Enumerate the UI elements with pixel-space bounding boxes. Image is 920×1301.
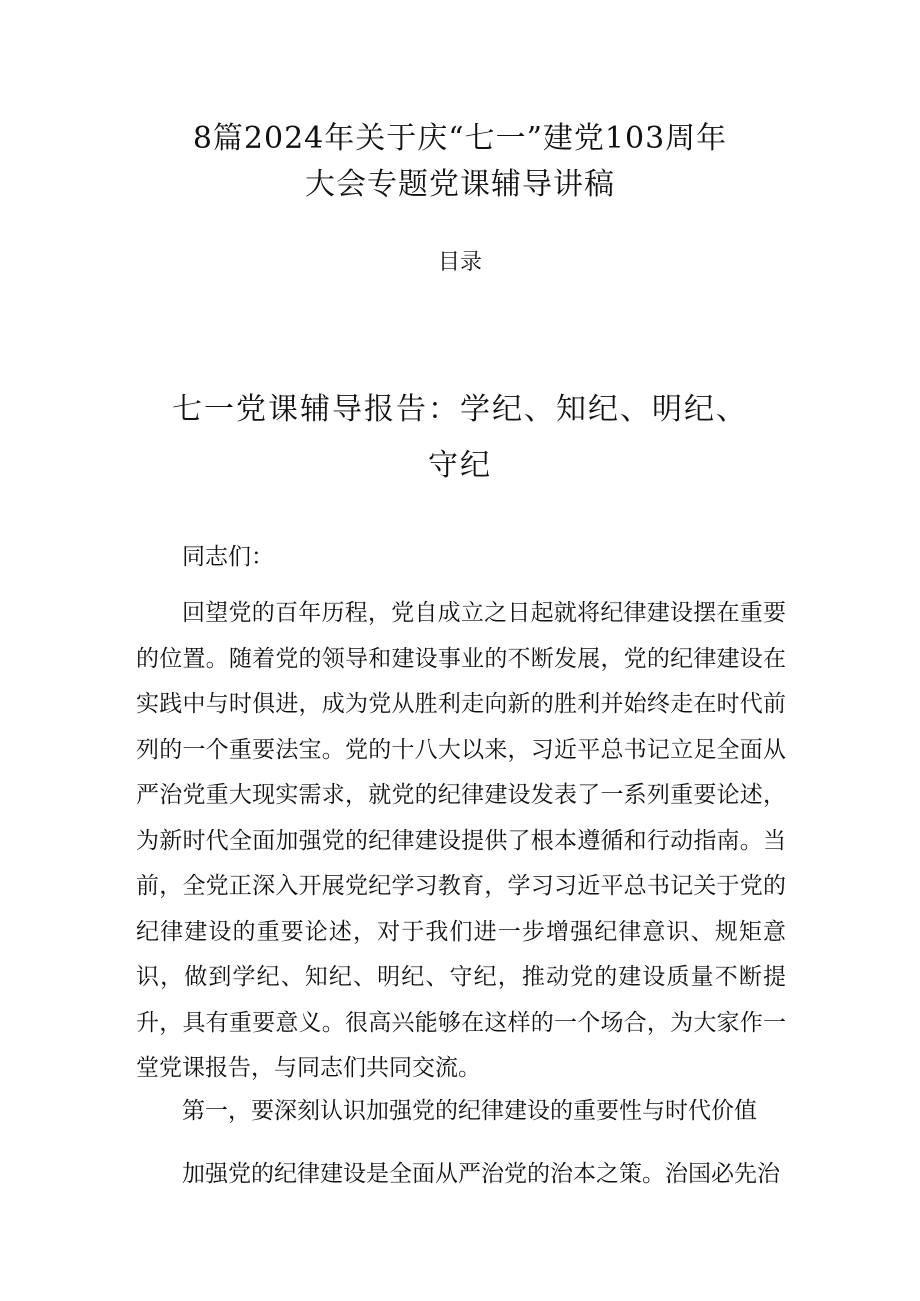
body-paragraph-2: 加强党的纪律建设是全面从严治党的治本之策。治国必先治 (182, 1161, 780, 1187)
document-title-line-1: 8篇2024年关于庆“七一”建党103周年 (192, 121, 728, 156)
subheading-1: 第一，要深刻认识加强党的纪律建设的重要性与时代价值 (182, 1098, 757, 1124)
table-of-contents-heading: 目录 (437, 250, 482, 275)
document-title-line-2: 大会专题党课辅导讲稿 (305, 167, 615, 202)
body-paragraph-1: 回望党的百年历程，党自成立之日起就将纪律建设摆在重要的位置。随着党的领导和建设事业的不断发展，党的纪律建设在实践中与时俱进，成为党从胜利走向新的胜利并始终走在时代前列的一个重要法宝。党的十八大以来，习近平总书记立足全面从严治党重大现实需求，就党的纪律建设发表了一系列重要论述，为新时代全面加强党的纪律建设提供了根本遵循和行动指南。当前，全党正深入开展党纪学习教育，学习习近平总书记关于党的纪律建设的重要论述，对于我们进一步增强纪律意识、规矩意识，做到学纪、知纪、明纪、守纪，推动党的建设质量不断提升，具有重要意义。很高兴能够在这样的一个场合，为大家作一堂党课报告，与同志们共同交流。 (136, 600, 786, 1081)
salutation: 同志们： (182, 544, 274, 570)
section-title-line-2: 守纪 (428, 448, 492, 483)
section-title-line-1: 七一党课辅导报告：学纪、知纪、明纪、 (172, 392, 748, 427)
